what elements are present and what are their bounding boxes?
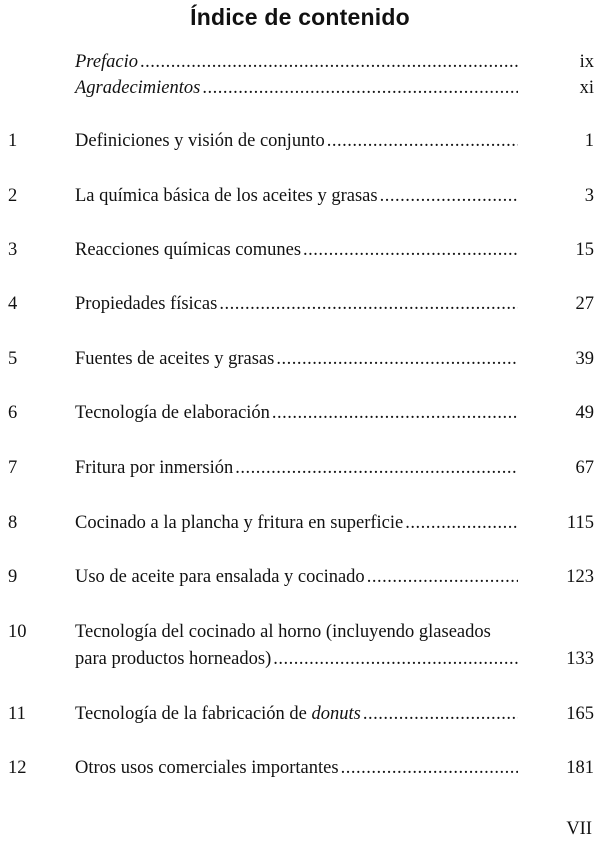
toc-entry-label: Fritura por inmersión [75,458,234,478]
toc-entry-page: 123 [566,567,594,587]
toc-entry-page: ix [579,52,594,72]
toc-entry-page: 181 [566,758,594,778]
page-title: Índice de contenido [190,4,410,30]
dot-leader [202,75,518,101]
chapter-number: 9 [8,567,18,587]
toc-entry-label [75,701,361,727]
toc-entry-label: Prefacio [75,52,139,72]
toc-entry-label: Fuentes de aceites y grasas [75,349,275,369]
toc-entry-page: xi [579,78,594,98]
dot-leader [367,564,518,590]
toc-entry-page: 27 [575,294,594,314]
chapter-number: 2 [8,186,18,206]
chapter-number: 10 [8,622,27,642]
toc-entry-label: Tecnología de elaboración [75,403,270,423]
toc-entry-page: 133 [566,649,594,669]
toc-entry-page: 165 [566,704,594,724]
chapter-number: 5 [8,349,18,369]
dot-leader [273,646,518,672]
toc-entry-page: 49 [575,403,594,423]
dot-leader [140,49,518,75]
dot-leader [405,510,518,536]
toc-entry-label-continued: para productos horneados) [75,649,272,669]
chapter-number: 8 [8,513,18,533]
toc-entry-label: Tecnología del cocinado al horno (incluyendo glaseados [75,622,491,642]
toc-entry-label-roman: Tecnología de la fabricación de [75,704,307,724]
dot-leader [219,291,518,317]
chapter-number: 11 [8,704,26,724]
toc-entry-page: 67 [575,458,594,478]
toc-entry-page: 39 [575,349,594,369]
toc-entry-label: Otros usos comerciales importantes [75,758,339,778]
chapter-number: 12 [8,758,27,778]
toc-entry-label: La química básica de los aceites y grasas [75,186,378,206]
toc-entry-label-italic: donuts [311,704,361,724]
toc-entry-label: Reacciones químicas comunes [75,240,302,260]
dot-leader [303,237,518,263]
dot-leader [341,755,518,781]
dot-leader [380,183,518,209]
chapter-number: 1 [8,131,18,151]
chapter-number: 4 [8,294,18,314]
chapter-number: 3 [8,240,18,260]
dot-leader [363,701,518,727]
dot-leader [235,455,518,481]
chapter-number: 6 [8,403,18,423]
dot-leader [276,346,518,372]
toc-entry-label: Cocinado a la plancha y fritura en superficie [75,513,404,533]
toc-entry-label: Propiedades físicas [75,294,218,314]
toc-entry-page: 15 [575,240,594,260]
page-number-footer: VII [566,819,592,839]
toc-entry-label: Agradecimientos [75,78,201,98]
toc-entry-label: Uso de aceite para ensalada y cocinado [75,567,365,587]
toc-entry-label: Definiciones y visión de conjunto [75,131,325,151]
chapter-number: 7 [8,458,18,478]
toc-entry-page: 115 [566,513,594,533]
toc-entry-page: 1 [584,131,594,151]
toc-entry-page: 3 [584,186,594,206]
dot-leader [327,128,518,154]
dot-leader [272,400,518,426]
